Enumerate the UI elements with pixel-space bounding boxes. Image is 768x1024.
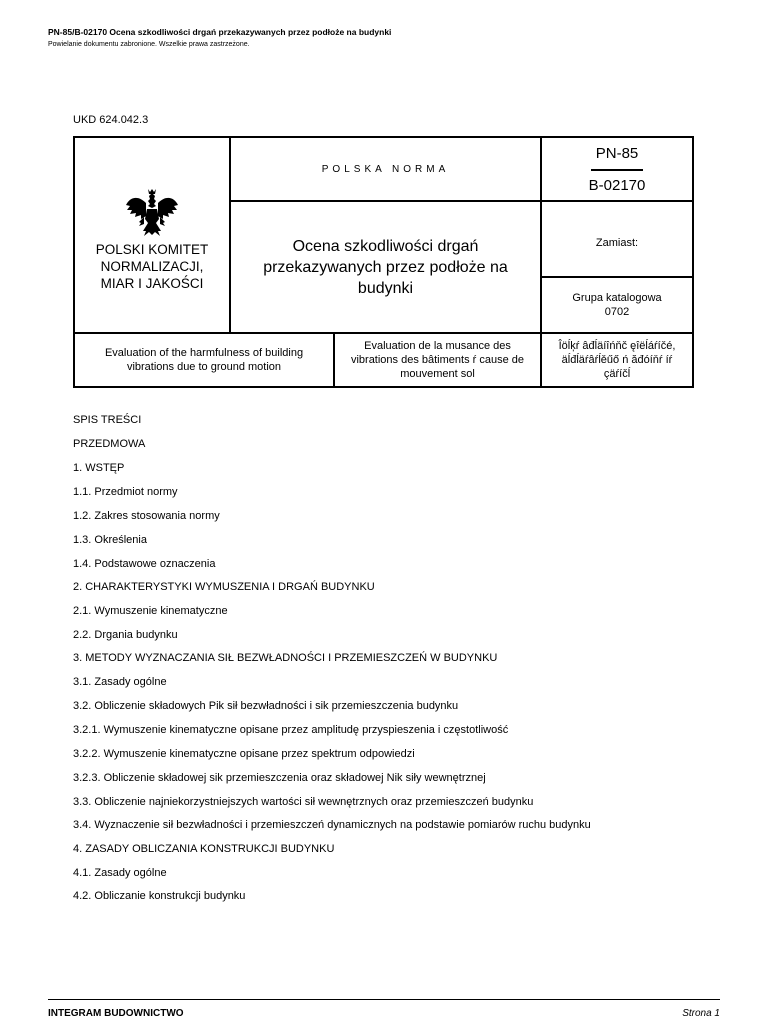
pn-number-cell [541,137,693,201]
toc-item[interactable]: 4.1. Zasady ogólne [73,867,167,879]
title-english: Evaluation of the harmfulness of building vibrations due to ground motion [74,333,334,387]
toc-item[interactable]: 3.3. Obliczenie najniekorzystniejszych wartości sił wewnętrznych oraz przemieszczeń budynku [73,796,534,808]
toc-item[interactable]: 2.1. Wymuszenie kinematyczne [73,605,228,617]
polska-norma-label: POLSKA NORMA [230,137,541,201]
toc-item[interactable]: 1.3. Określenia [73,534,147,546]
committee-cell [74,137,230,333]
committee-name: POLSKI KOMITET NORMALIZACJI, MIAR I JAKOŚCI [95,241,209,291]
footer-divider [48,999,720,1000]
toc-item[interactable]: 2.2. Drgania budynku [73,629,178,641]
grupa-label: Grupa katalogowa [572,292,662,304]
toc-heading: SPIS TREŚCI [73,414,142,426]
toc-section-1[interactable]: 1. WSTĘP [73,462,125,474]
toc-item[interactable]: 3.1. Zasady ogólne [73,676,167,688]
pn-number-bottom: B-02170 [588,176,646,194]
toc-item[interactable]: 1.2. Zakres stosowania normy [73,510,220,522]
toc-item[interactable]: 1.4. Podstawowe oznaczenia [73,558,216,570]
toc-section-preface[interactable]: PRZEDMOWA [73,438,146,450]
toc-item[interactable]: 4.2. Obliczanie konstrukcji budynku [73,890,246,902]
pn-number-top: PN-85 [595,144,639,162]
footer-publisher: INTEGRAM BUDOWNICTWO [48,1008,184,1019]
document-header-title: PN-85/B-02170 Ocena szkodliwości drgań przekazywanych przez podłoże na budynki [48,27,392,37]
ukd-code: UKD 624.042.3 [73,114,149,126]
title-russian: Îöĺķŕ âđĺäíîńňč ęîëĺáŕíčé, äĺđĺäŕâŕĺěűő ń ăđóíňŕ íŕ çäŕíčĺ [541,333,693,387]
toc-item[interactable]: 3.4. Wyznaczenie sił bezwładności i przemieszczeń dynamicznych na podstawie pomiarów ruchu budynku [73,819,591,831]
norm-header-table [73,136,694,388]
toc-item[interactable]: 3.2. Obliczenie składowych Pik sił bezwładności i sik przemieszczenia budynku [73,700,459,712]
pn-divider [591,169,643,171]
copyright-notice: Powielanie dokumentu zabronione. Wszelkie prawa zastrzeżone. [48,41,250,48]
toc-section-4[interactable]: 4. ZASADY OBLICZANIA KONSTRUKCJI BUDYNKU [73,843,335,855]
toc-item[interactable]: 3.2.3. Obliczenie składowej sik przemieszczenia oraz składowej Nik siły wewnętrznej [73,772,486,784]
grupa-value: 0702 [604,306,630,318]
toc-section-2[interactable]: 2. CHARAKTERYSTYKI WYMUSZENIA I DRGAŃ BUDYNKU [73,581,375,593]
toc-item[interactable]: 3.2.2. Wymuszenie kinematyczne opisane przez spektrum odpowiedzi [73,748,415,760]
toc-item[interactable]: 3.2.1. Wymuszenie kinematyczne opisane przez amplitudę przyspieszenia i częstotliwość [73,724,509,736]
polish-eagle-icon [124,187,180,237]
footer-page-number: Strona 1 [682,1008,720,1019]
toc-item[interactable]: 1.1. Przedmiot normy [73,486,178,498]
norm-title: Ocena szkodliwości drgań przekazywanych przez podłoże na budynki [230,201,541,333]
grupa-katalogowa-cell [541,277,693,333]
toc-section-3[interactable]: 3. METODY WYZNACZANIA SIŁ BEZWŁADNOŚCI I PRZEMIESZCZEŃ W BUDYNKU [73,652,498,664]
title-french: Evaluation de la musance des vibrations des bâtiments ŕ cause de mouvement sol [334,333,541,387]
zamiast-label: Zamiast: [541,201,693,277]
